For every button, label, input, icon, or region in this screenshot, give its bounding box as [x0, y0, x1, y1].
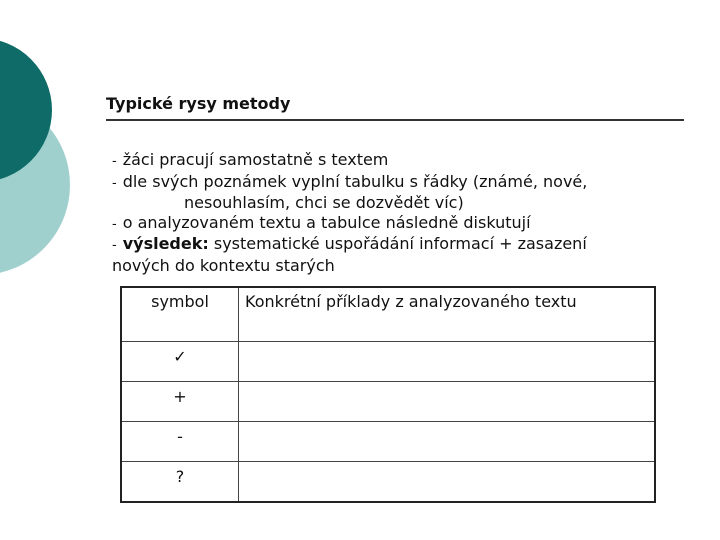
bullet-text: o analyzovaném textu a tabulce následně diskutují	[122, 212, 531, 232]
symbol-cell	[121, 342, 239, 382]
table-row	[121, 462, 655, 503]
bullet-text: dle svých poznámek vyplní tabulku s řádky (známé, nové,	[122, 171, 588, 191]
slide-title: Typické rysy metody	[106, 94, 291, 113]
bullet-text: systematické uspořádání informací + zasazení	[208, 234, 587, 253]
table-header-row	[121, 287, 655, 342]
minus-symbol: -	[177, 427, 183, 446]
question-symbol: ?	[175, 467, 185, 486]
plus-symbol: +	[173, 387, 187, 406]
table-row	[121, 382, 655, 422]
header-symbol: symbol	[121, 287, 239, 342]
bullet-continuation: nesouhlasím, chci se dozvědět víc)	[184, 193, 464, 212]
example-cell	[239, 422, 656, 462]
bullet-text: žáci pracují samostatně s textem	[122, 150, 389, 169]
bullet-item	[112, 213, 682, 235]
symbol-table	[120, 286, 656, 503]
example-cell	[239, 462, 656, 503]
checkmark-symbol: ✓	[173, 347, 187, 366]
symbol-cell	[121, 462, 239, 503]
bullet-item	[112, 172, 682, 194]
bullet-continuation: nových do kontextu starých	[112, 255, 335, 275]
bullet-dash: -	[112, 216, 117, 232]
bullet-item	[112, 234, 682, 256]
example-cell	[239, 342, 656, 382]
bullet-dash: -	[112, 238, 117, 253]
title-underline	[106, 119, 684, 121]
bullet-list	[112, 150, 682, 275]
decorative-circles	[0, 0, 120, 300]
example-cell	[239, 382, 656, 422]
bullet-dash: -	[112, 175, 117, 191]
header-examples: Konkrétní příklady z analyzovaného textu	[239, 287, 656, 342]
table-row	[121, 342, 655, 382]
bullet-dash: -	[112, 154, 117, 169]
bullet-item	[112, 150, 682, 172]
symbol-cell	[121, 422, 239, 462]
bullet-bold-label: výsledek:	[122, 234, 209, 253]
table-row	[121, 422, 655, 462]
symbol-cell	[121, 382, 239, 422]
